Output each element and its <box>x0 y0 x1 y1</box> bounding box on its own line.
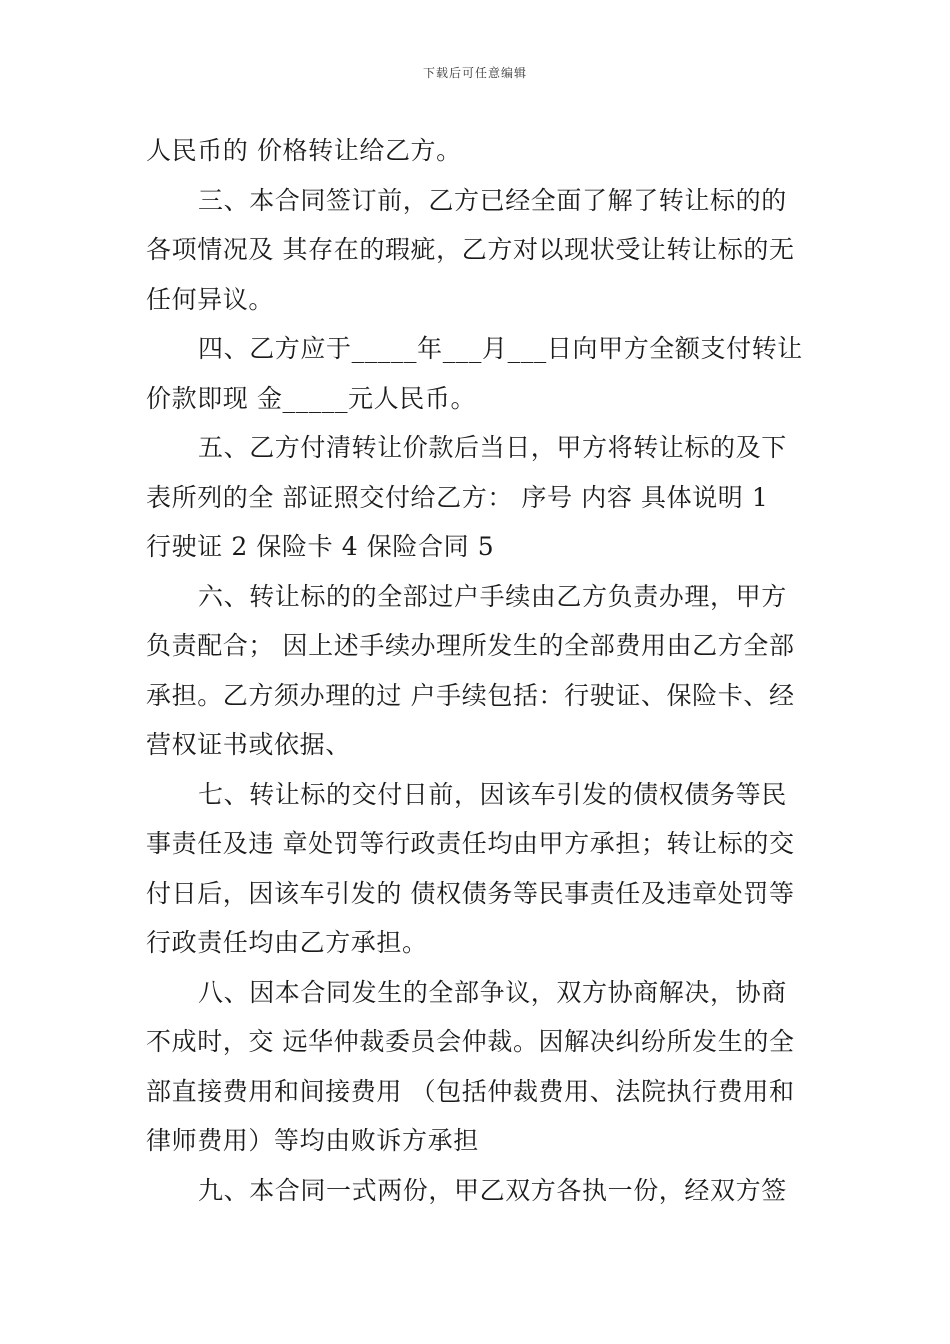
paragraph-line: 表所列的全 部证照交付给乙方： 序号 内容 具体说明 1 <box>146 482 769 512</box>
paragraph-line: 行政责任均由乙方承担。 <box>146 928 428 957</box>
paragraph-line: 事责任及违 章处罚等行政责任均由甲方承担；转让标的交 <box>146 829 795 858</box>
paragraph-line: 五、乙方付清转让价款后当日，甲方将转让标的及下 <box>198 433 787 462</box>
paragraph-line: 八、因本合同发生的全部争议，双方协商解决，协商 <box>198 977 787 1007</box>
paragraph-line: 四、乙方应于_____年___月___日向甲方全额支付转让 <box>198 334 803 363</box>
paragraph-line: 任何异议。 <box>146 284 275 314</box>
document-body <box>146 126 808 1215</box>
paragraph-line: 九、本合同一式两份，甲乙双方各执一份，经双方签 <box>198 1175 787 1205</box>
paragraph-line: 七、转让标的交付日前，因该车引发的债权债务等民 <box>198 779 787 809</box>
paragraph-line: 付日后，因该车引发的 债权债务等民事责任及违章处罚等 <box>146 878 795 908</box>
paragraph-line: 营权证书或依据、 <box>146 730 351 759</box>
paragraph-line: 人民币的 价格转让给乙方。 <box>146 136 462 165</box>
paragraph-line: 三、本合同签订前，乙方已经全面了解了转让标的的 <box>198 185 787 215</box>
paragraph-line: 行驶证 2 保险卡 4 保险合同 5 <box>146 532 495 561</box>
paragraph-line: 各项情况及 其存在的瑕疵，乙方对以现状受让转让标的无 <box>146 235 795 264</box>
page-header: 下载后可任意编辑 <box>422 66 527 80</box>
paragraph-line: 不成时，交 远华仲裁委员会仲裁。因解决纠纷所发生的全 <box>146 1027 795 1056</box>
paragraph-line: 律师费用）等均由败诉方承担 <box>146 1126 479 1155</box>
paragraph-line: 价款即现 金_____元人民币。 <box>146 383 477 413</box>
paragraph-line: 承担。乙方须办理的过 户手续包括：行驶证、保险卡、经 <box>146 680 795 710</box>
paragraph-line: 负责配合； 因上述手续办理所发生的全部费用由乙方全部 <box>146 631 795 660</box>
paragraph-line: 部直接费用和间接费用 （包括仲裁费用、法院执行费用和 <box>146 1076 795 1106</box>
paragraph-line: 六、转让标的的全部过户手续由乙方负责办理，甲方 <box>198 581 787 611</box>
